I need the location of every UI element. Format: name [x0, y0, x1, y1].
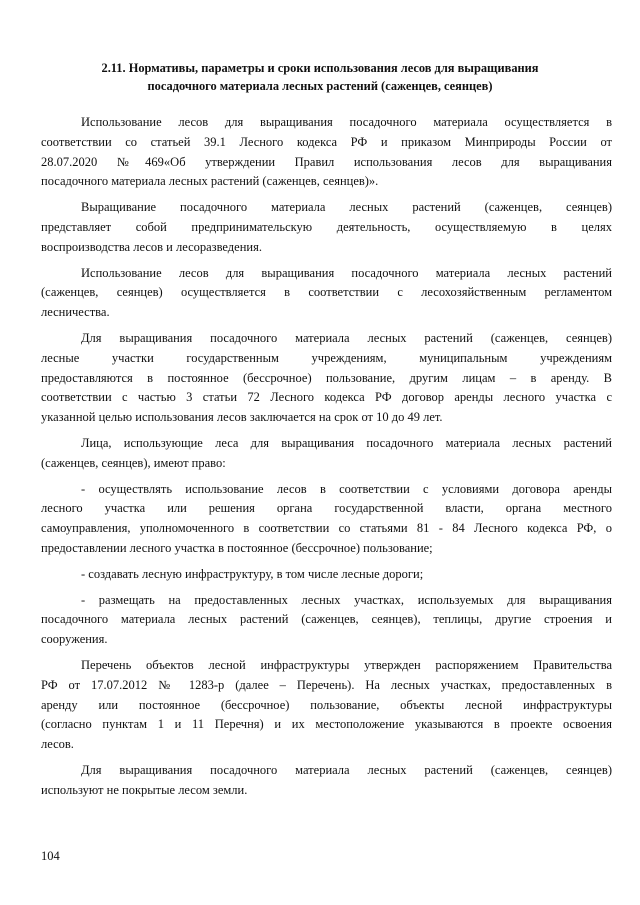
heading-line: посадочного материала лесных растений (саженцев, сеянцев)	[147, 79, 493, 93]
paragraph-line: соответствии со статьей 39.1 Лесного кодекса РФ и приказом Минприроды России от	[41, 134, 612, 149]
paragraph-line: 28.07.2020 №469«Об утверждении Правил использования лесов для выращивания	[41, 154, 612, 169]
paragraph-line: самоуправления, уполномоченного в соответствии со статьями 81 - 84 Лесного кодекса РФ, о	[41, 521, 612, 536]
paragraph-line: аренду или постоянное (бессрочное) пользование, объекты лесной инфраструктуры	[41, 697, 612, 712]
paragraph-line: указанной целью использования лесов заключается на срок от 10 до 49 лет.	[41, 410, 443, 425]
paragraph-line: (саженцев, сеянцев) осуществляется в соответствии с лесохозяйственным регламентом	[41, 285, 612, 300]
paragraph-line: воспроизводства лесов и лесоразведения.	[41, 239, 262, 254]
heading-line: 2.11. Нормативы, параметры и сроки использования лесов для выращивания	[101, 61, 539, 75]
paragraph-line: лесные участки государственным учреждениям, муниципальным учреждениям	[41, 350, 612, 365]
paragraph-line: лесничества.	[41, 305, 110, 320]
paragraph-line: Перечень объектов лесной инфраструктуры утвержден распоряжением Правительства	[81, 657, 612, 672]
paragraph-line: - создавать лесную инфраструктуру, в том числе лесные дороги;	[81, 566, 424, 581]
paragraph-line: посадочного материала лесных растений (саженцев, сеянцев), теплицы, другие строения и	[41, 612, 612, 627]
paragraph	[41, 329, 612, 428]
paragraph-line: Использование лесов для выращивания посадочного материала осуществляется в	[81, 115, 612, 129]
paragraph-line: Для выращивания посадочного материала лесных растений (саженцев, сеянцев)	[81, 330, 612, 345]
paragraph	[41, 761, 612, 801]
paragraph	[41, 591, 612, 650]
paragraph-line: сооружения.	[41, 632, 108, 647]
paragraph	[41, 434, 612, 474]
page-number: 104	[41, 849, 60, 863]
paragraph-line: РФ от 17.07.2012 № 1283-р (далее – Перечень). На лесных участках, предоставленных в	[41, 677, 612, 692]
paragraph-line: (согласно пунктам 1 и 11 Перечня) и их местоположение указываются в проекте освоения	[41, 717, 612, 732]
paragraph-line: лесного участка или решения органа государственной власти, органа местного	[41, 501, 612, 516]
paragraph-line: - размещать на предоставленных лесных участках, используемых для выращивания	[81, 592, 612, 607]
paragraph-line: - осуществлять использование лесов в соответствии с условиями договора аренды	[81, 481, 612, 496]
paragraph-line: Выращивание посадочного материала лесных растений (саженцев, сеянцев)	[81, 200, 612, 215]
paragraph	[41, 656, 612, 755]
paragraph	[41, 264, 612, 323]
paragraph-line: Лица, использующие леса для выращивания посадочного материала лесных растений	[81, 435, 612, 450]
paragraph-line: (саженцев, сеянцев), имеют право:	[41, 455, 226, 470]
section-heading	[60, 59, 580, 95]
paragraph-line: соответствии с частью 3 статьи 72 Лесного кодекса РФ договор аренды лесного участка с	[41, 390, 612, 405]
paragraph-line: предоставляются в постоянное (бессрочное) пользование, другим лицам – в аренду. В	[41, 370, 612, 385]
body-text	[41, 113, 612, 807]
paragraph	[41, 198, 612, 257]
paragraph-line: Использование лесов для выращивания посадочного материала лесных растений	[81, 265, 612, 280]
paragraph-line: представляет собой предпринимательскую деятельность, осуществляемую в целях	[41, 219, 612, 234]
paragraph-line: предоставлении лесного участка в постоянное (бессрочное) пользование;	[41, 540, 433, 555]
paragraph-line: лесов.	[41, 737, 74, 752]
paragraph	[41, 113, 612, 192]
paragraph-line: используют не покрытые лесом земли.	[41, 782, 248, 797]
paragraph	[41, 565, 612, 585]
paragraph-line: Для выращивания посадочного материала лесных растений (саженцев, сеянцев)	[81, 762, 612, 777]
paragraph	[41, 480, 612, 559]
paragraph-line: посадочного материала лесных растений (саженцев, сеянцев)».	[41, 174, 379, 189]
